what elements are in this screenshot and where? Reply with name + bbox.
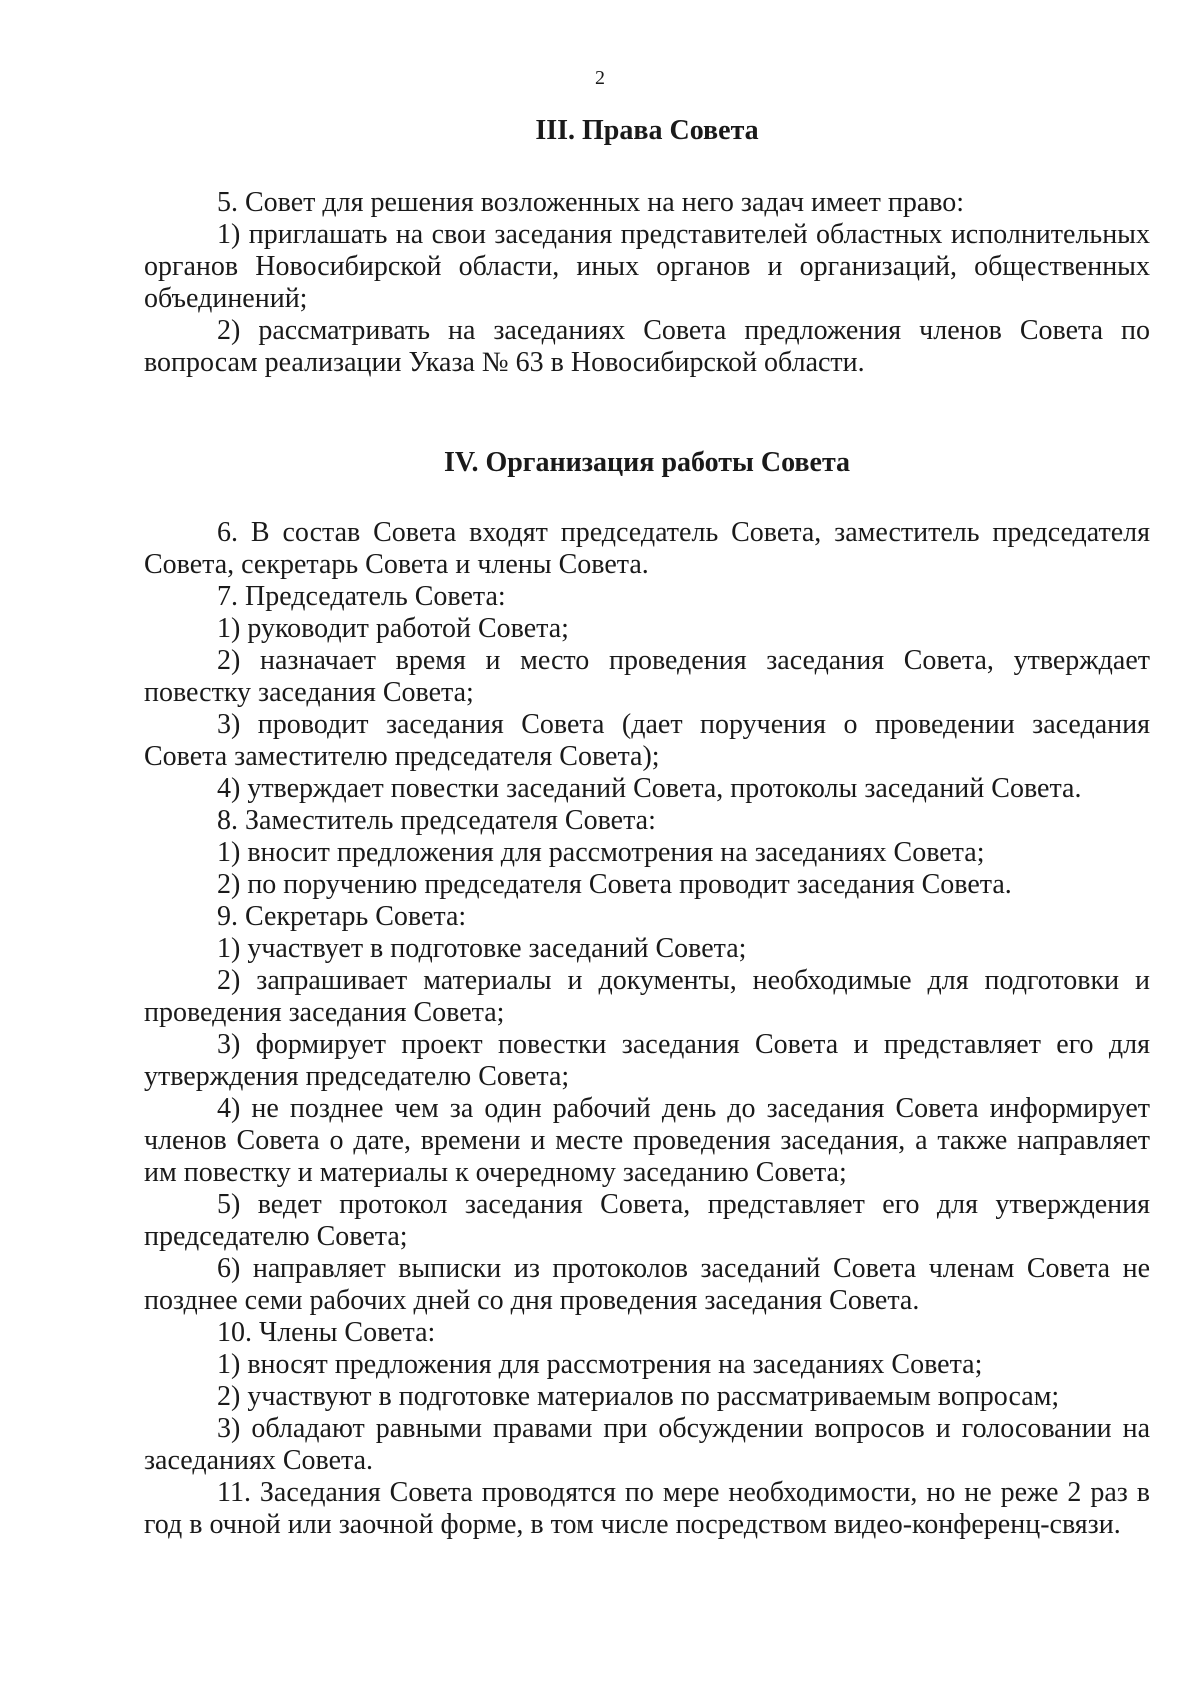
paragraph: 1) приглашать на свои заседания представителей областных исполнительных органов Новосибирской области, иных органов и организаций, общественных объединений; [144, 219, 1150, 314]
section-organization [144, 447, 1150, 1541]
paragraph: 1) руководит работой Совета; [217, 613, 569, 644]
paragraph: 5) ведет протокол заседания Совета, представляет его для утверждения председателю Совета; [144, 1189, 1150, 1252]
paragraph: 7. Председатель Совета: [217, 581, 506, 612]
paragraph: 10. Члены Совета: [217, 1317, 436, 1348]
paragraph: 1) вносят предложения для рассмотрения на заседаниях Совета; [217, 1349, 983, 1380]
paragraph: 2) по поручению председателя Совета проводит заседания Совета. [217, 869, 1012, 900]
paragraph: 5. Совет для решения возложенных на него задач имеет право: [217, 187, 965, 218]
paragraph: 2) назначает время и место проведения заседания Совета, утверждает повестку заседания Совета; [144, 645, 1150, 708]
paragraph: 3) формирует проект повестки заседания Совета и представляет его для утверждения председателю Совета; [144, 1029, 1150, 1092]
section-heading: III. Права Совета [535, 115, 759, 146]
paragraph: 11. Заседания Совета проводятся по мере необходимости, но не реже 2 раз в год в очной или заочной форме, в том числе посредством видео-конференц-связи. [144, 1477, 1150, 1540]
paragraph: 3) обладают равными правами при обсуждении вопросов и голосовании на заседаниях Совета. [144, 1413, 1150, 1476]
section-heading: IV. Организация работы Совета [443, 447, 851, 478]
paragraph: 1) вносит предложения для рассмотрения на заседаниях Совета; [217, 837, 985, 868]
page-number: 2 [595, 67, 605, 89]
paragraph: 1) участвует в подготовке заседаний Совета; [217, 933, 747, 964]
paragraph: 6. В состав Совета входят председатель Совета, заместитель председателя Совета, секретарь Совета и члены Совета. [144, 517, 1150, 580]
paragraph: 2) запрашивает материалы и документы, необходимые для подготовки и проведения заседания Совета; [144, 965, 1150, 1028]
paragraph: 2) участвуют в подготовке материалов по рассматриваемым вопросам; [217, 1381, 1060, 1412]
section-rights [144, 115, 1150, 379]
paragraph: 3) проводит заседания Совета (дает поручения о проведении заседания Совета заместителю председателя Совета); [144, 709, 1150, 772]
paragraph: 2) рассматривать на заседаниях Совета предложения членов Совета по вопросам реализации Указа № 63 в Новосибирской области. [144, 315, 1150, 378]
paragraph: 9. Секретарь Совета: [217, 901, 467, 932]
paragraph: 4) утверждает повестки заседаний Совета, протоколы заседаний Совета. [217, 773, 1082, 804]
paragraph: 6) направляет выписки из протоколов заседаний Совета членам Совета не позднее семи рабочих дней со дня проведения заседания Совета. [144, 1253, 1150, 1316]
paragraph: 4) не позднее чем за один рабочий день до заседания Совета информирует членов Совета о дате, времени и месте проведения заседания, а также направляет им повестку и материалы к очередному заседанию Совета; [144, 1093, 1150, 1188]
document-body [144, 115, 1150, 1541]
paragraph: 8. Заместитель председателя Совета: [217, 805, 656, 836]
